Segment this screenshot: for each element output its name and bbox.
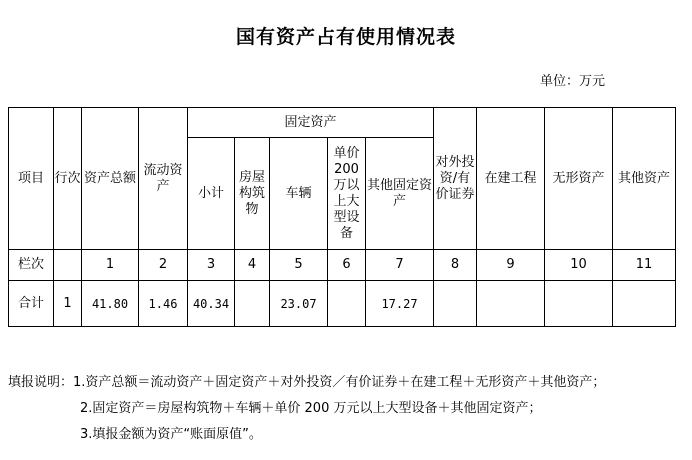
total-row [9,281,676,327]
table-cell: 11 [613,250,676,281]
header-other-fixed: 其他固定资产 [366,138,434,250]
table-cell: 8 [434,250,477,281]
note-line-2: 2.固定资产＝房屋构筑物＋车辆＋单价 200 万元以上大型设备＋其他固定资产； [80,401,542,416]
column-numbers-row [9,250,676,281]
table-cell: 5 [270,250,328,281]
table-cell: 23.07 [270,281,328,327]
table-cell: 9 [477,250,545,281]
page-title: 国有资产占有使用情况表 [235,26,456,48]
table-cell [613,281,676,327]
table-cell [235,281,270,327]
table-cell: 1.46 [139,281,188,327]
table-cell: 1 [54,281,82,327]
header-row-no: 行次 [54,108,82,250]
header-construction: 在建工程 [477,108,545,250]
header-foreign-investment: 对外投资/有价证券 [434,108,477,250]
unit-label: 单位：万元 [540,74,606,89]
header-current-assets: 流动资产 [139,108,188,250]
note-text: 1.资产总额＝流动资产＋固定资产＋对外投资／有价证券＋在建工程＋无形资产＋其他资产； [73,375,606,390]
table-cell [434,281,477,327]
table-cell: 3 [188,250,235,281]
header-other-assets: 其他资产 [613,108,676,250]
header-row-1 [9,108,676,138]
table-cell: 4 [235,250,270,281]
column-numbers-label: 栏次 [9,250,54,281]
asset-table [8,107,676,327]
notes-section [8,370,605,448]
table-cell [545,281,613,327]
header-vehicles: 车辆 [270,138,328,250]
notes-prefix: 填报说明： [8,375,74,390]
table-cell: 1 [82,250,139,281]
table-cell [477,281,545,327]
table-cell: 17.27 [366,281,434,327]
note-line-3: 3.填报金额为资产“账面原值”。 [80,427,262,442]
total-label: 合计 [9,281,54,327]
header-fixed-assets: 固定资产 [188,108,434,138]
table-cell [328,281,366,327]
table-cell [54,250,82,281]
table-cell: 10 [545,250,613,281]
table-cell: 41.80 [82,281,139,327]
header-intangible: 无形资产 [545,108,613,250]
table-cell: 2 [139,250,188,281]
header-subtotal: 小计 [188,138,235,250]
note-line-1 [8,370,605,396]
header-item: 项目 [9,108,54,250]
table-cell: 7 [366,250,434,281]
header-large-equipment: 单价200万以上大型设备 [328,138,366,250]
header-total-assets: 资产总额 [82,108,139,250]
header-buildings: 房屋构筑物 [235,138,270,250]
table-cell: 6 [328,250,366,281]
table-cell: 40.34 [188,281,235,327]
